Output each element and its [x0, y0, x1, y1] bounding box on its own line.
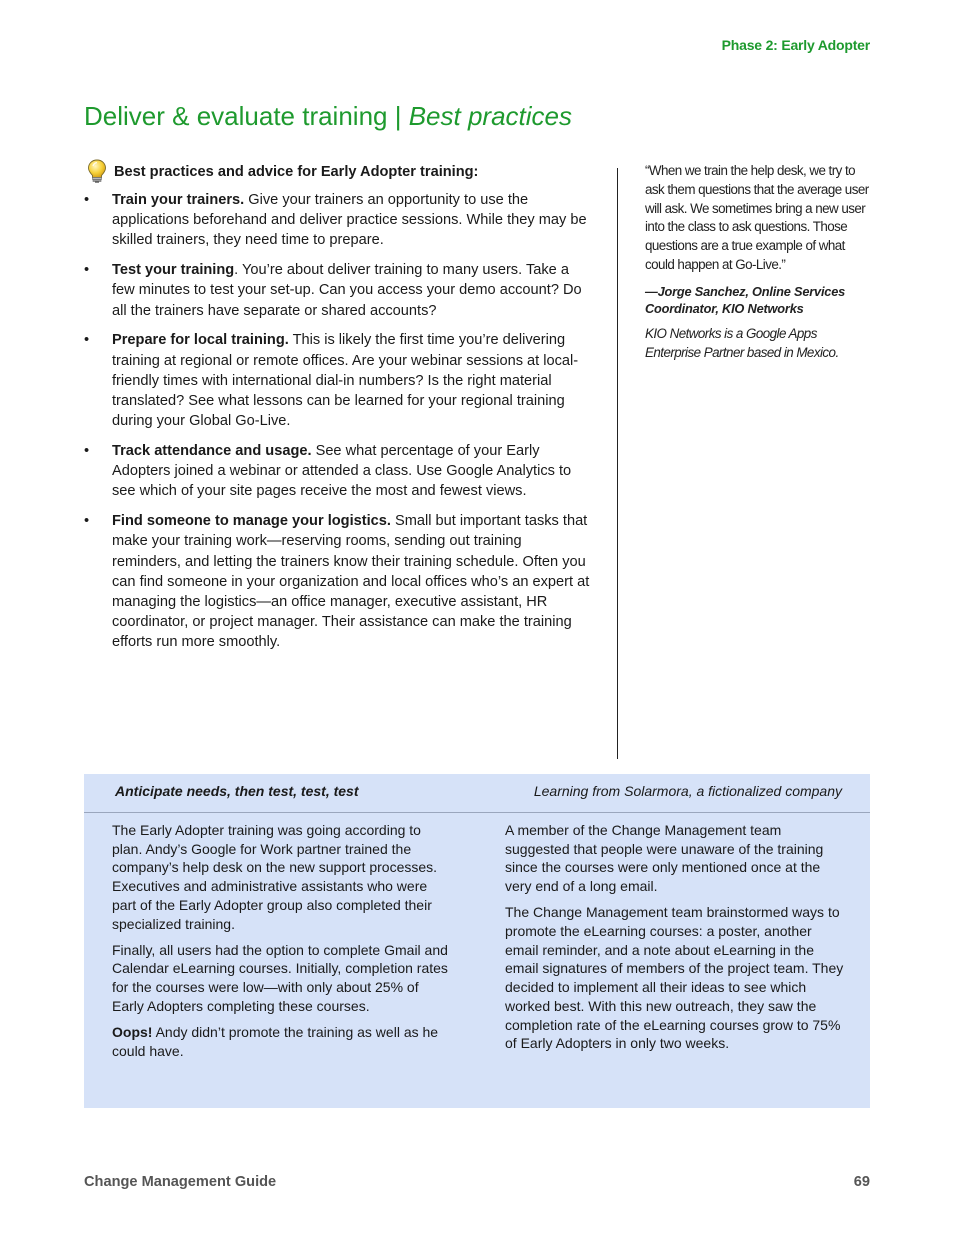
- practices-list: [84, 190, 592, 653]
- quote-attribution: —Jorge Sanchez, Online Services Coordinator, KIO Networks: [645, 283, 846, 316]
- item-lead: Prepare for local training.: [112, 332, 289, 349]
- best-practices-section: [84, 160, 592, 662]
- column-divider: [617, 168, 618, 759]
- bullet: •: [84, 262, 90, 279]
- bullet: •: [84, 332, 90, 349]
- case-study-title: Anticipate needs, then test, test, test: [115, 783, 359, 799]
- footer-guide-title: Change Management Guide: [84, 1174, 277, 1190]
- list-item: [84, 511, 592, 652]
- page-title: [84, 101, 572, 132]
- sidebar-quote: [645, 162, 873, 370]
- oops-text: Andy didn’t promote the training as well as he could have.: [112, 1024, 439, 1059]
- case-paragraph: The Early Adopter training was going according to plan. Andy’s Google for Work partner trained the company’s help desk on the new support processes. Executives and administrative assistants who were part of the Early Adopter group also completed their specialized training.: [112, 822, 438, 932]
- item-lead: Train your trainers.: [112, 192, 245, 208]
- case-study-column-right: [505, 821, 845, 1060]
- page-title-main: Deliver & evaluate training |: [84, 101, 409, 131]
- item-text: This is likely the first time you’re delivering training at regional or remote offices. Are your webinar sessions at local-friendly times with international dial-in numbers? Is the right material translated? See what lessons can be learned for your regional training during your Global Go-Live.: [112, 332, 579, 430]
- case-paragraph: [112, 1023, 452, 1060]
- quote-text: “When we train the help desk, we try to ask them questions that the average user will ask. We sometimes bring a new user into the class to ask questions. Those questions are a true example of what could happen at Go-Live.”: [645, 163, 869, 272]
- case-paragraph: A member of the Change Management team suggested that people were unaware of the training since the courses were only mentioned once at the very end of a long email.: [505, 822, 824, 895]
- case-study-header: [84, 774, 870, 813]
- list-item: [84, 330, 592, 431]
- quote-note: KIO Networks is a Google Apps Enterprise Partner based in Mexico.: [645, 325, 839, 360]
- item-text: Small but important tasks that make your training work—reserving rooms, sending out training reminders, and letting the trainers know their training schedule. Often you can find someone in your organization and local offices who’s an expert at managing the logistics—an office manager, executive assistant, HR coordinator, or project manager. Their assistance can make the training efforts run more smoothly.: [112, 513, 590, 651]
- case-paragraph: Finally, all users had the option to complete Gmail and Calendar eLearning courses. Initially, completion rates for the courses were low—with only about 25% of Early Adopters completing these courses.: [112, 941, 448, 1014]
- tips-heading: [84, 160, 592, 184]
- lightbulb-icon: [84, 158, 110, 184]
- item-text: . You’re about deliver training to many users. Take a few minutes to test your set-up. Can you access your demo account? Do all the trainers have separate or shared accounts?: [112, 262, 582, 319]
- tips-heading-text: Best practices and advice for Early Adopter training:: [114, 163, 479, 180]
- running-header: Phase 2: Early Adopter: [721, 37, 870, 53]
- case-study-source: Learning from Solarmora, a fictionalized company: [533, 783, 842, 799]
- bullet: •: [84, 192, 90, 208]
- list-item: [84, 441, 592, 502]
- item-lead: Test your training: [112, 262, 235, 279]
- bullet: •: [84, 443, 90, 460]
- item-text: Give your trainers an opportunity to use the applications beforehand and deliver practice sessions. While they may be skilled trainers, they need time to prepare.: [112, 192, 587, 249]
- list-item: [84, 190, 592, 251]
- item-lead: Track attendance and usage.: [112, 443, 312, 460]
- bullet: •: [84, 513, 90, 530]
- page-title-italic: Best practices: [408, 101, 572, 131]
- list-item: [84, 260, 592, 321]
- item-text: See what percentage of your Early Adopters joined a webinar or attended a class. Use Google Analytics to see which of your site pages receive the most and fewest views.: [112, 443, 572, 500]
- page-number: 69: [853, 1174, 870, 1190]
- item-lead: Find someone to manage your logistics.: [112, 513, 391, 530]
- case-paragraph: The Change Management team brainstormed ways to promote the eLearning courses: a poster, another email reminder, and a note about eLearning in the email signatures of members of the project team. They decided to implement all their ideas to see which worked best. With this new outreach, they saw the completion rate of the eLearning courses grow to 75% of Early Adopters in only two weeks.: [505, 904, 844, 1052]
- case-study-box: [84, 774, 870, 1108]
- case-study-column-left: [112, 821, 452, 1068]
- oops-label: Oops!: [112, 1024, 153, 1041]
